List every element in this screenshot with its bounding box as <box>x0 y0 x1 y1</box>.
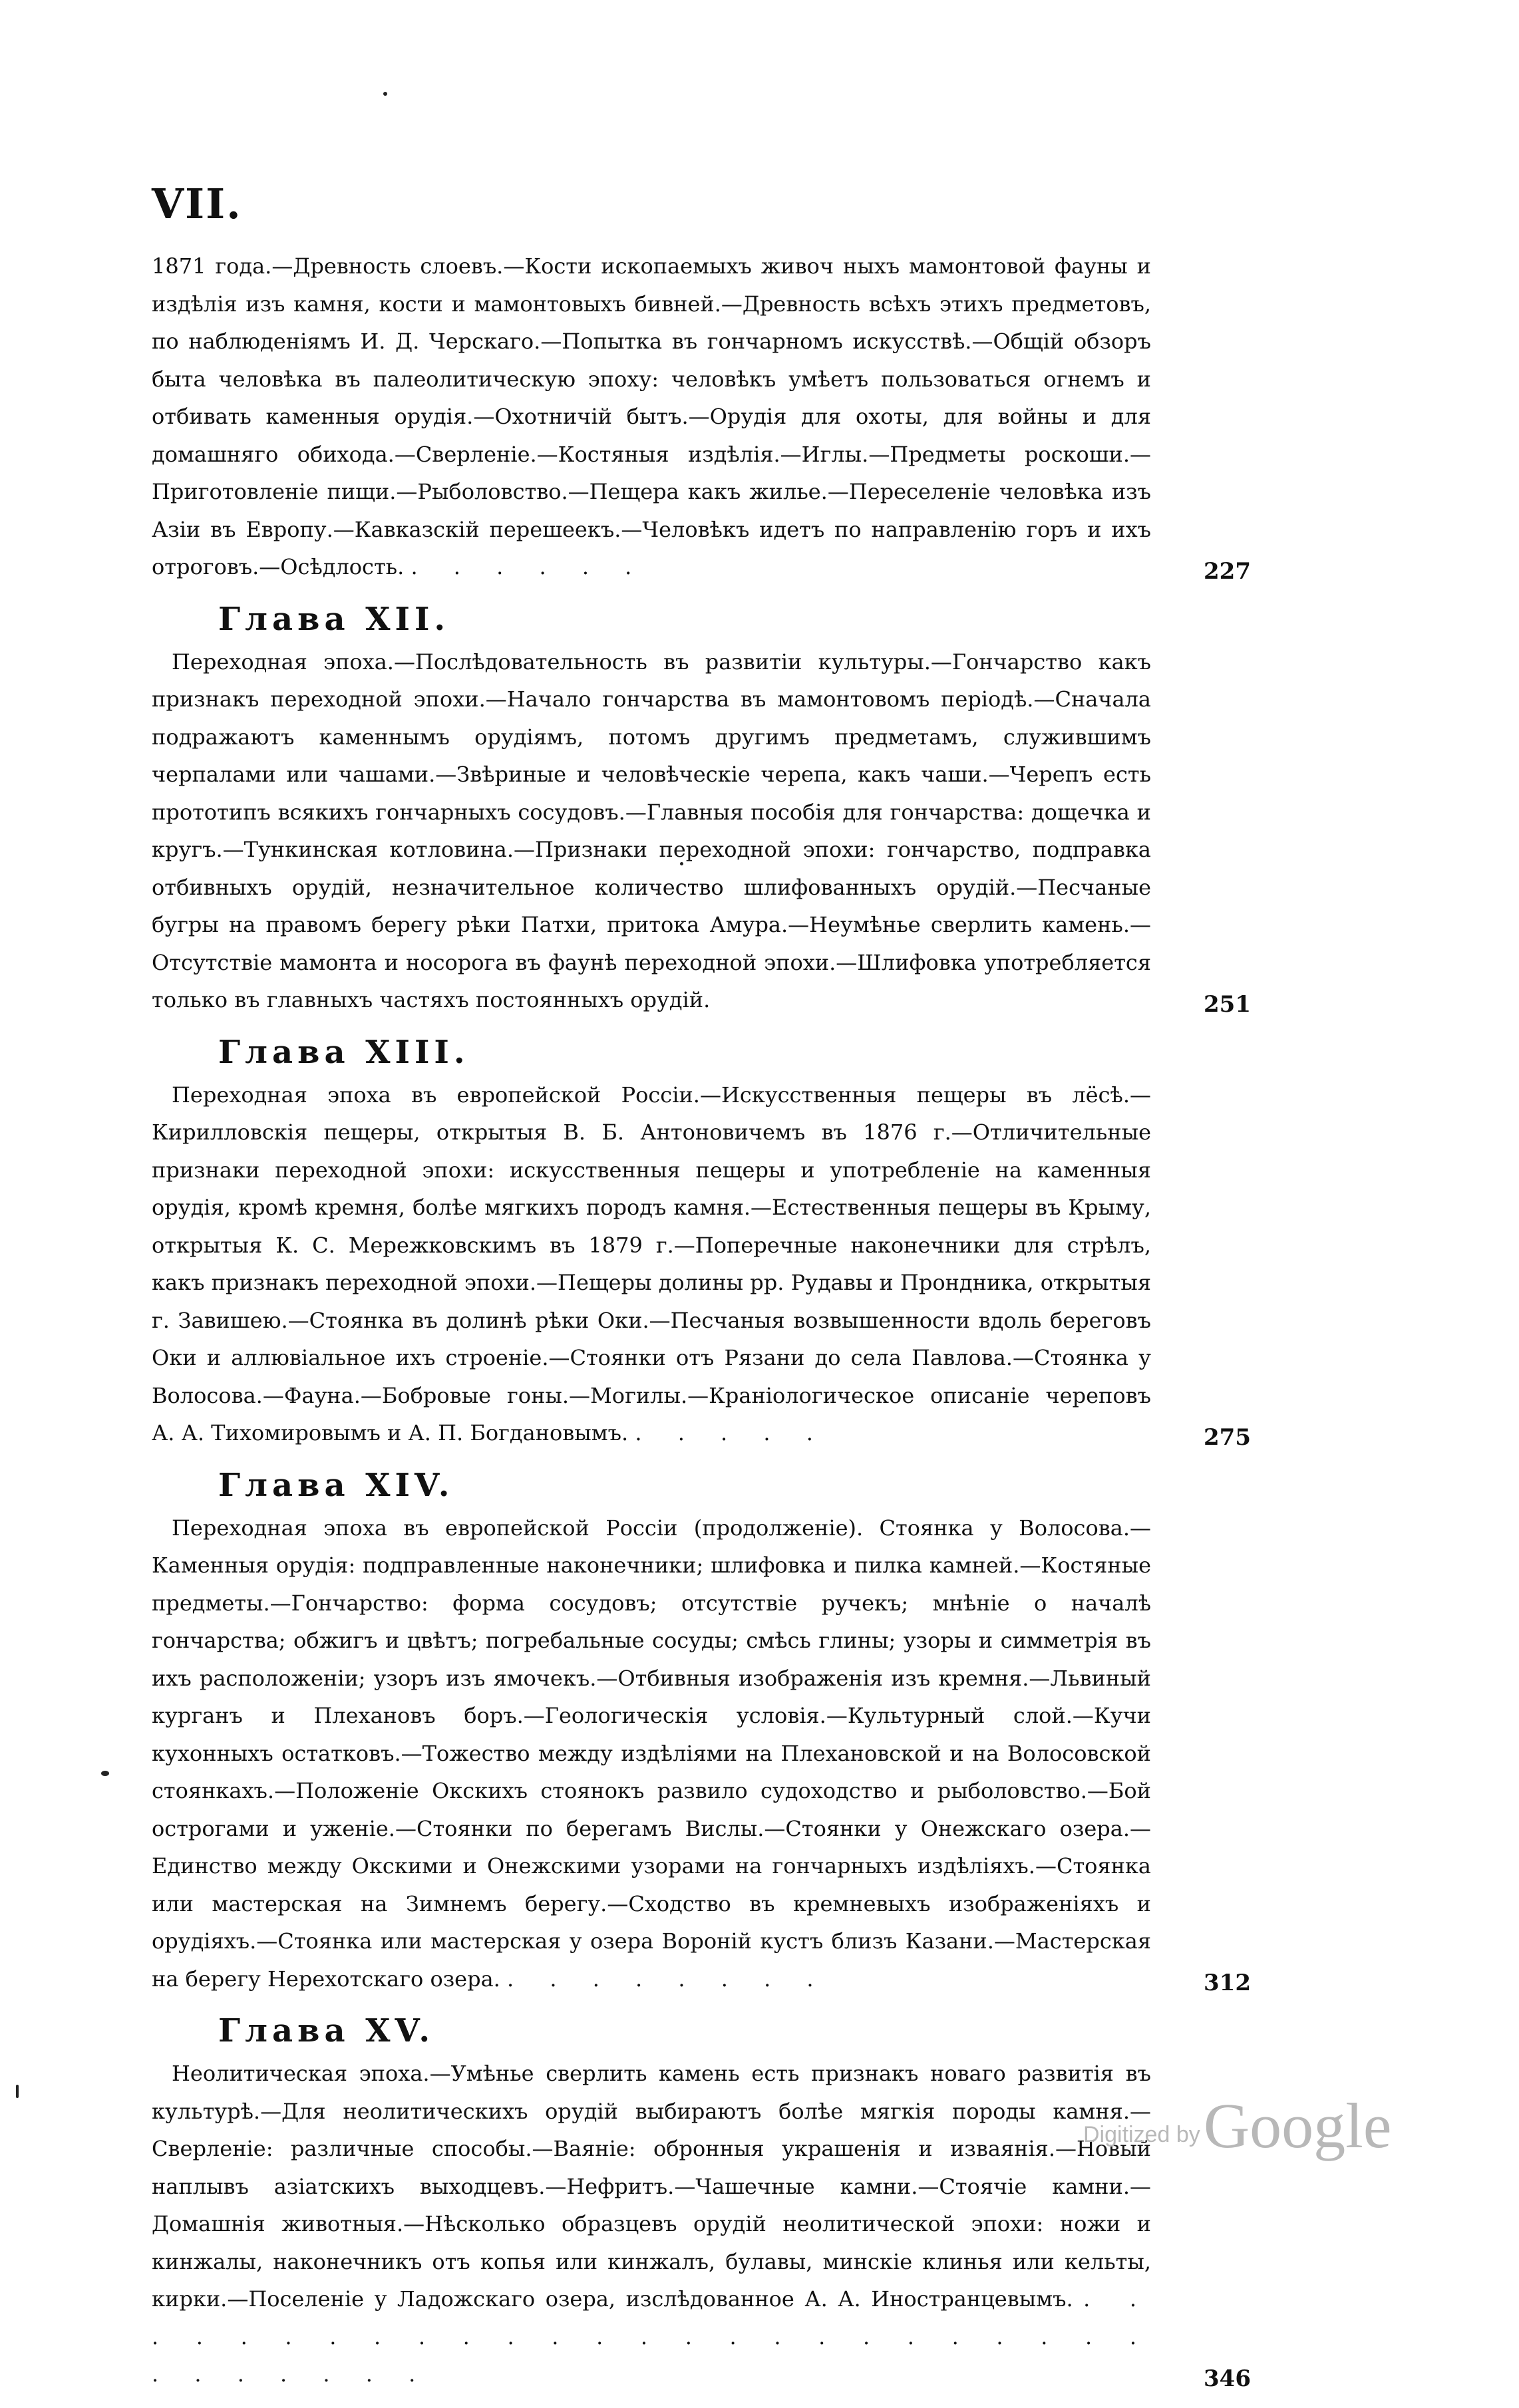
entry-description: Переходная эпоха въ европейской Россіи (продолженіе). Стоянка у Волосова.—Каменныя орудія: подправленные наконечники; шлифовка и пилка камней.—Костяные предметы.—Гончарство: форма сосудовъ; отсутствіе ручекъ; мнѣніе о началѣ гончарства; обжигъ и цвѣтъ; погребальные сосуды; смѣсь глины; узоры и симметрія въ ихъ расположеніи; узоръ изъ ямочекъ.—Отбивныя изображенія изъ кремня.—Львиный курганъ и Плехановъ боръ.—Геологическія условія.—Культурный слой.—Кучи кухонныхъ остатковъ.—Тожество между издѣліями на Плехановской и на Волосовской стоянкахъ.—Положеніе Окскихъ стоянокъ развило судоходство и рыболовство.—Бой острогами и уженіе.—Стоянки по берегамъ Вислы.—Стоянки у Онежскаго озера.—Единство между Окскими и Онежскими узорами на гончарныхъ издѣліяхъ.—Стоянка или мастерская на Зимнемъ берегу.—Сходство въ кремневыхъ изображеніяхъ и орудіяхъ.—Стоянка или мастерская у озера Вороній кустъ близъ Казани.—Мастерская на берегу Нерехотскаго озера. <box>152 1515 1151 1992</box>
entry-description: Переходная эпоха.—Послѣдовательность въ развитіи культуры.—Гончарство какъ признакъ переходной эпохи.—Начало гончарства въ мамонтовомъ періодѣ.—Сначала подражаютъ каменнымъ орудіямъ, потомъ другимъ предметамъ, служившимъ черпалами или чашами.—Звѣриные и человѣческіе черепа, какъ чаши.—Черепъ есть прототипъ всякихъ гончарныхъ сосудовъ.—Главныя пособія для гончарства: дощечка и кругъ.—Тункинская котловина.—Признаки переходной эпохи: гончарство, подправка отбивныхъ орудій, незначительное количество шлифованныхъ орудій.—Песчаные бугры на правомъ берегу рѣки Патхи, притока Амура.—Неумѣнье сверлить камень.—Отсутствіе мамонта и носорога въ фаунѣ переходной эпохи.—Шлифовка употребляется только въ главныхъ частяхъ постоянныхъ орудій. <box>152 649 1151 1012</box>
entry-text <box>152 247 1251 586</box>
dot-leader: . . . . . . . . <box>507 1966 828 1992</box>
toc-entry <box>152 1467 1251 1998</box>
entry-page-number: 312 <box>1204 1970 1251 1996</box>
toc-entry <box>152 247 1251 586</box>
entry-page-number: 346 <box>1204 2365 1251 2392</box>
dot-leader: . . . . . <box>635 1420 828 1445</box>
dot-leader: . . . . . . . . . . . . . . . . . . . . . . . . . . . . . . . . <box>152 2286 1152 2387</box>
entry-page-number: 251 <box>1204 990 1251 1018</box>
dot-leader: . . . . . . <box>411 554 647 579</box>
entry-description: Неолитическая эпоха.—Умѣнье сверлить камень есть признакъ новаго развитія въ культурѣ.—Для неолитическихъ орудій выбираютъ болѣе мягкія породы камня.—Сверленіе: различные способы.—Ваяніе: обронныя украшенія и изваянія.—Новый наплывъ азіатскихъ выходцевъ.—Нефритъ.—Чашечные камни.—Стоячіе камни.—Домашнія животныя.—Нѣсколько образцевъ орудій неолитической эпохи: ножи и кинжалы, наконечникъ отъ копья или кинжалъ, булавы, минскіе клинья или кельты, кирки.—Поселеніе у Ладожскаго озера, изслѣдованное А. А. Иностранцевымъ. <box>152 2061 1151 2312</box>
entry-page-number: 227 <box>1204 557 1251 585</box>
chapter-heading: Глава XII. <box>218 600 450 638</box>
scan-speck <box>101 1771 109 1776</box>
scan-speck <box>383 92 387 96</box>
watermark-prefix: Digitized by <box>1083 2122 1200 2147</box>
chapter-heading: Глава XIV. <box>218 1466 454 1504</box>
entry-description: 1871 года.—Древность слоевъ.—Кости ископаемыхъ живоч ныхъ мамонтовой фауны и издѣлія изъ камня, кости и мамонтовыхъ бивней.—Древность всѣхъ этихъ предметовъ, по наблюденіямъ И. Д. Черскаго.—Попытка въ гончарномъ искусствѣ.—Общій обзоръ быта человѣка въ палеолитическую эпоху: человѣкъ умѣетъ пользоваться огнемъ и отбивать каменныя орудія.—Охотничій бытъ.—Орудія для охоты, для войны и для домашняго обихода.—Сверленіе.—Костяныя издѣлія.—Иглы.—Предметы роскоши.—Приготовленіе пищи.—Рыболовство.—Пещера какъ жилье.—Переселеніе человѣка изъ Азіи въ Европу.—Кавказскій перешеекъ.—Человѣкъ идетъ по направленію горъ и ихъ отроговъ.—Осѣдлость. <box>152 253 1151 579</box>
chapter-heading: Глава XV. <box>218 2012 435 2049</box>
toc-entry <box>152 601 1251 1019</box>
toc-entry <box>152 1034 1251 1452</box>
google-logo: Google <box>1203 2090 1392 2161</box>
toc-entry <box>152 2012 1251 2393</box>
table-of-contents <box>152 247 1251 2408</box>
page-number: VII. <box>152 180 242 228</box>
chapter-heading: Глава XIII. <box>218 1033 470 1071</box>
entry-text <box>152 1509 1251 1998</box>
scan-speck <box>680 862 683 865</box>
google-watermark <box>1083 2089 1391 2163</box>
entry-text <box>152 1076 1251 1452</box>
entry-text <box>152 643 1251 1019</box>
entry-page-number: 275 <box>1204 1424 1251 1451</box>
entry-description: Переходная эпоха въ европейской Россіи.—Искусственныя пещеры въ лёсѣ.—Кирилловскія пещеры, открытыя В. Б. Антоновичемъ въ 1876 г.—Отличительные признаки переходной эпохи: искусственныя пещеры и употребленіе на каменныя орудія, кромѣ кремня, болѣе мягкихъ породъ камня.—Естественныя пещеры въ Крыму, открытыя К. С. Мережковскимъ въ 1879 г.—Поперечные наконечники для стрѣлъ, какъ признакъ переходной эпохи.—Пещеры долины рр. Рудавы и Прондника, открытыя г. Завишею.—Стоянка въ долинѣ рѣки Оки.—Песчаныя возвышенности вдоль береговъ Оки и аллювіальное ихъ строеніе.—Стоянки отъ Рязани до села Павлова.—Стоянка у Волосова.—Фауна.—Бобровые гоны.—Могилы.—Краніологическое описаніе череповъ А. А. Тихомировымъ и А. П. Богдановымъ. <box>152 1082 1151 1445</box>
scan-speck <box>16 2085 19 2098</box>
